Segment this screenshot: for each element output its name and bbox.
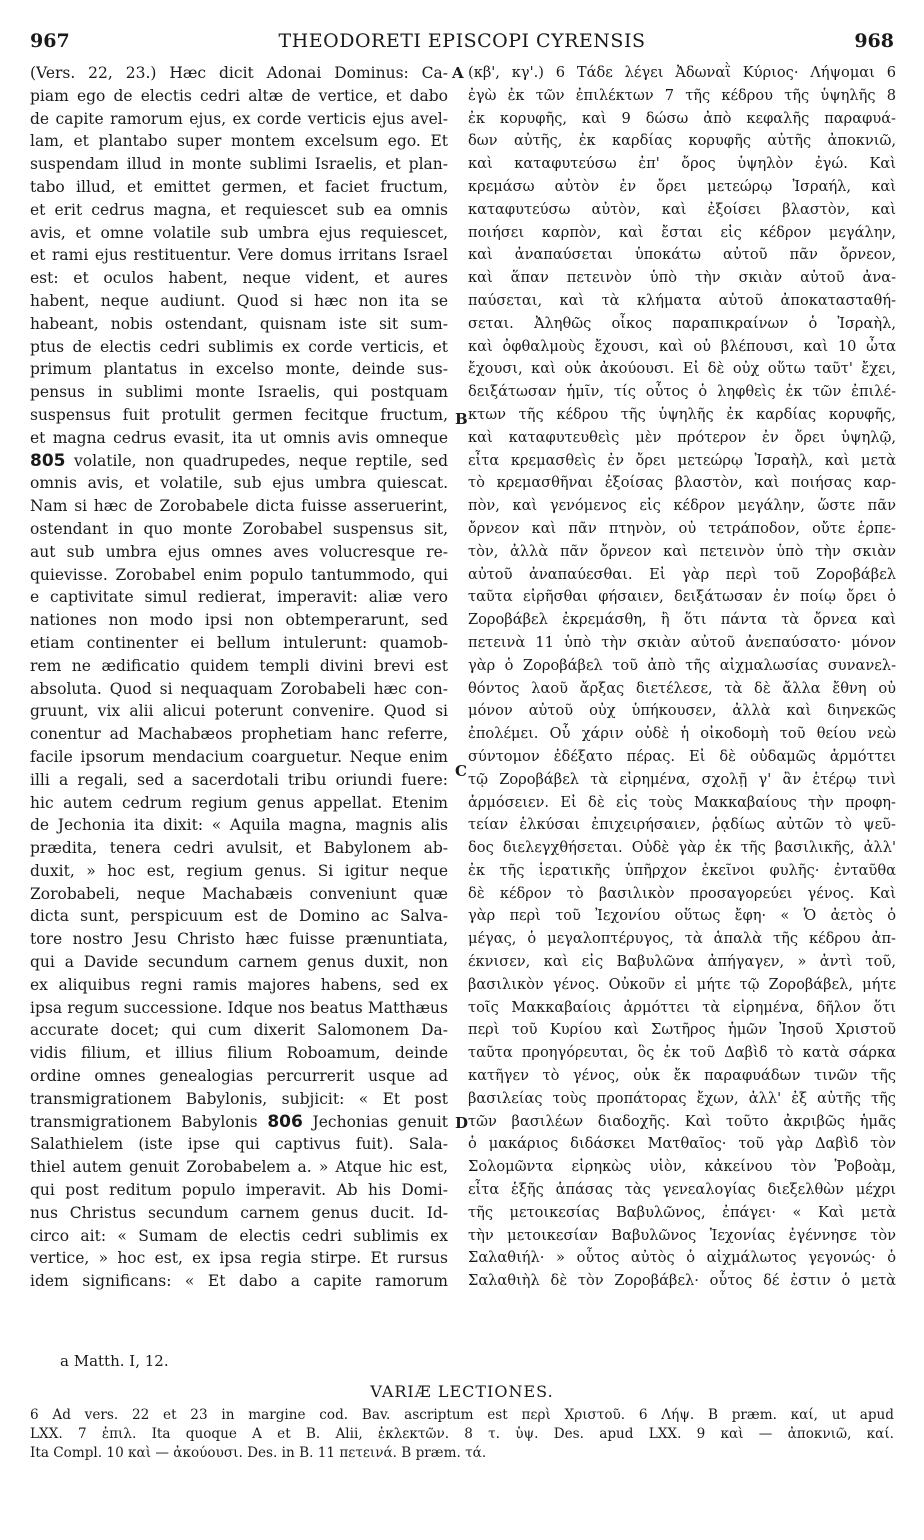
latin-column: [30, 62, 448, 1293]
latin-text-line: tabo illud, et emittet germen, et faciet fructum,: [30, 177, 448, 196]
latin-text-line: accurate docet; qui cum dixerit Salomonem Da-: [30, 1021, 448, 1040]
greek-text-line: Σαλαθιὴλ δὲ τὸν Ζοροβάβελ· οὗτος δέ ἐστιν ὁ μετὰ: [468, 1272, 896, 1290]
greek-text-line: δων αὐτῆς, ἐκ καρδίας κορυφῆς αὐτῆς ἀποκνιῶ,: [468, 132, 896, 150]
latin-text-line: transmigrationem Babylonis 806 Jechonias genuit: [30, 1111, 448, 1132]
variant-reading-line: 6 Ad vers. 22 et 23 in margine cod. Bav. ascriptum est περὶ Χριστοῦ. 6 Λήψ. B præm. καί, ut apud: [30, 1407, 894, 1423]
latin-text-line: (Vers. 22, 23.) Hæc dicit Adonai Dominus: Ca-: [30, 64, 448, 82]
latin-text-line: habent, neque audiunt. Quod si hæc non ita se: [30, 291, 448, 310]
latin-text-line: suspensus fuit protulit germen fecitque fructum,: [30, 405, 448, 424]
greek-text-line: καὶ ἀναπαύσεται ὑποκάτω αὐτοῦ πᾶν ὄρνεον,: [468, 246, 896, 264]
greek-text-line: μόνον αὐτοῦ οὐχ ὑπήκουσεν, ἀλλὰ καὶ διηνεκῶς: [468, 702, 896, 720]
variant-reading-line: Ita Compl. 10 καὶ — ἀκούουσι. Des. in B. 11 πετεινά. B præm. τά.: [30, 1445, 487, 1461]
latin-text-line: avis, et omne volatile sub umbra ejus requiescet,: [30, 223, 448, 242]
latin-text-line: primum plantatus in excelso monte, deinde sus-: [30, 360, 448, 379]
greek-text-line: ἔχουσι, καὶ οὐκ ἀκούουσι. Εἰ δὲ οὐχ οὕτω ταῦτ' ἔχει,: [468, 360, 896, 378]
greek-text-line: παύσεται, καὶ τὰ κλήματα αὐτοῦ ἀποκατασταθή-: [468, 291, 896, 309]
greek-text-line: κατῆγεν τὸ γένος, οὐκ ἔκ παραφυάδων τινῶν τῆς: [468, 1067, 896, 1085]
greek-text-line: ἐκ τῆς ἱερατικῆς ὑπῆρχον ἐκεῖνοι φυλῆς· ἐνταῦθα: [468, 861, 896, 879]
latin-text-line: de Jechonia ita dixit: « Aquila magna, magnis alis: [30, 816, 448, 835]
greek-text-line: πὸν, καὶ γενόμενος εἰς κέδρον μεγάλην, ὥστε πᾶν: [468, 497, 896, 515]
latin-text-line: quievisse. Zorobabel enim populo tantummodo, qui: [30, 565, 448, 584]
variae-lectiones-title: VARIÆ LECTIONES.: [370, 1382, 554, 1401]
greek-text-line: δος διελεγχθήσεται. Οὐδὲ γὰρ ἐκ τῆς βασιλικῆς, ἀλλ': [468, 839, 896, 857]
greek-text-line: γὰρ ὁ Ζοροβάβελ τοῦ ἀπὸ τῆς αἰχμαλωσίας συνανελ-: [468, 656, 896, 674]
greek-text-line: ταῦτα προηγόρευται, ὃς ἐκ τοῦ Δαβὶδ τὸ κατὰ σάρκα: [468, 1044, 896, 1062]
greek-text-line: τῶν βασιλέων διαδοχῆς. Καὶ τοῦτο ἀκριβῶς ἡμᾶς: [468, 1112, 896, 1130]
latin-text-line: et erit cedrus magna, et requiescet sub ea omnis: [30, 200, 448, 219]
latin-text-line: ostendant in quo monte Zorobabel suspensus sit,: [30, 519, 448, 538]
greek-text-line: καὶ καταφυτευθεὶς μὲν πρότερον ἐν ὄρει ὑψηλῷ,: [468, 428, 896, 446]
latin-text-line: duxit, » hoc est, regium genus. Si igitur neque: [30, 861, 448, 880]
latin-text-line: vidis filium, et illius filium Roboamum, deinde: [30, 1044, 448, 1063]
latin-text-line: lam, et plantabo super montem excelsum ego. Et: [30, 132, 448, 151]
latin-text-line: nationes non modo ipsi non obtemperarunt, sed: [30, 611, 448, 630]
greek-text-line: βασιλικὸν γένος. Οὐκοῦν εἰ μήτε τῷ Ζοροβάβελ, μήτε: [468, 975, 896, 993]
latin-text-line: vertice, » hoc est, ex ipsa regia stirpe. Et rursus: [30, 1249, 448, 1268]
greek-text-line: καὶ ὀφθαλμοὺς ἔχουσι, καὶ οὐ βλέπουσι, καὶ 10 ὦτα: [468, 337, 896, 355]
latin-text-line: qui post reditum populo imperavit. Ab his Domi-: [30, 1181, 448, 1200]
greek-text-line: Ζοροβάβελ ἐκρεμάσθη, ἢ ὅτι πάντα τὰ ὄρνεα καὶ: [468, 611, 896, 629]
latin-text-line: Zorobabeli, neque Machabæis conveniunt quæ: [30, 884, 448, 903]
greek-text-line: ταῦτα εἰρῆσθαι φήσαιεν, δειξάτωσαν ἐν ποίῳ ὄρει ὁ: [468, 588, 896, 606]
margin-marker-a: A: [452, 64, 464, 82]
latin-text-line: circo ait: « Sumam de electis cedri sublimis ex: [30, 1226, 448, 1245]
latin-text-line: piam ego de electis cedri altæ de vertice, et dabo: [30, 86, 448, 105]
greek-text-line: δειξάτωσαν ἡμῖν, τίς οὗτος ὁ ληφθεὶς ἐκ τῶν ἐπιλέ-: [468, 383, 896, 401]
page-number-right: 968: [854, 30, 894, 52]
latin-text-line: ordine omnes genealogias percurrerit usque ad: [30, 1067, 448, 1086]
greek-text-line: περὶ τοῦ Κυρίου καὶ Σωτῆρος ἡμῶν Ἰησοῦ Χριστοῦ: [468, 1021, 896, 1039]
greek-text-line: ὄρνεον καὶ πᾶν πτηνὸν, οὐ τετράποδον, οὔτε ἑρπε-: [468, 519, 896, 537]
greek-text-line: γὰρ περὶ τοῦ Ἰεχονίου οὕτως ἔφη· « Ὁ ἀετὸς ὁ: [468, 907, 896, 925]
margin-marker-b: B: [455, 410, 468, 428]
greek-text-line: δὲ κέδρον τὸ βασιλικὸν προσαγορεύει γένος. Καὶ: [468, 884, 896, 902]
greek-text-line: καὶ καταφυτεύσω ἐπ' ὄρος ὑψηλὸν ἐγώ. Καὶ: [468, 155, 896, 173]
greek-text-line: τὴν μετοικεσίαν Βαβυλῶνος Ἰεχονίας ἐγέννησε τὸν: [468, 1226, 896, 1244]
latin-text-line: ptus de electis cedri sublimis ex corde verticis, et: [30, 337, 448, 356]
greek-text-line: (κβ', κγ'.) 6 Τάδε λέγει Ἀδωναῒ Κύριος· Λήψομαι 6: [468, 64, 896, 81]
greek-text-line: τῆς μετοικεσίας Βαβυλῶνος, ἐπάγει· « Καὶ μετὰ: [468, 1203, 896, 1221]
greek-text-line: τῷ Ζοροβάβελ τὰ εἰρημένα, σχολῇ γ' ἂν ἑτέρῳ τινὶ: [468, 770, 896, 788]
latin-text-line: gruunt, vix alii alicui poterunt convenire. Quod si: [30, 702, 448, 721]
latin-text-line: ex aliquibus regni ramis majores habens, sed ex: [30, 975, 448, 994]
latin-text-line: illi a regali, sed a sacerdotali tribu oriundi fuere:: [30, 770, 448, 789]
latin-text-line: rem ne ædificatio quidem templi divini brevi est: [30, 656, 448, 675]
greek-text-line: εἶτα κρεμασθεὶς ἐν ὄρει μετεώρῳ Ἰσραὴλ, καὶ μετὰ: [468, 451, 896, 469]
margin-marker-c: C: [455, 762, 467, 780]
latin-text-line: conentur ad Machabæos prophetiam hanc referre,: [30, 725, 448, 744]
greek-text-line: έκνισεν, καὶ εἰς Βαβυλῶνα ἀπήγαγεν, » ἀντὶ τοῦ,: [468, 953, 896, 971]
greek-text-line: τείαν ἑλκύσαι ἐπιχειρήσαιεν, ῥᾳδίως αὐτῶν τὸ ψεῦ-: [468, 816, 896, 834]
latin-text-line: prædita, tenera cedri avulsit, et Babylonem ab-: [30, 839, 448, 858]
greek-text-line: θόντος λαοῦ ἄρξας διετέλεσε, τὰ δὲ ἄλλα ἔθνη οὐ: [468, 679, 896, 697]
latin-text-line: aut sub umbra ejus omnes aves volucresque re-: [30, 542, 448, 561]
greek-text-line: κτων τῆς κέδρου τῆς ὑψηλῆς ἐκ καρδίας κορυφῆς,: [468, 405, 896, 423]
greek-text-line: πετεινὰ 11 ὑπὸ τὴν σκιὰν αὐτοῦ ἀνεπαύσατο· μόνον: [468, 633, 896, 651]
latin-text-line: pensus in sublimi monte Israelis, qui postquam: [30, 383, 448, 402]
greek-text-line: ἐπολέμει. Οὗ χάριν οὐδὲ ἡ οἰκοδομὴ τοῦ θείου νεὼ: [468, 725, 896, 743]
latin-text-line: et magna cedrus evasit, ita ut omnis avis omneque: [30, 428, 448, 447]
greek-text-line: τὸν, ἀλλὰ πᾶν ὄρνεον καὶ πετεινὸν ὑπὸ τὴν σκιὰν: [468, 542, 896, 560]
greek-text-line: ἐκ κορυφῆς, καὶ 9 δώσω ἀπὸ κεφαλῆς παραφυά-: [468, 109, 896, 127]
latin-text-line: et rami ejus restituentur. Vere domus irritans Israel: [30, 246, 448, 265]
greek-text-line: ὁ μακάριος διδάσκει Ματθαῖος· τοῦ γὰρ Δαβὶδ τὸν: [468, 1135, 896, 1153]
latin-text-line: de capite ramorum ejus, ex corde verticis ejus avel-: [30, 109, 448, 128]
latin-text-line: nus Christus secundum carnem genus ducit. Id-: [30, 1203, 448, 1222]
latin-text-line: ipsa regum successione. Idque nos beatus Matthæus: [30, 998, 448, 1017]
greek-text-line: εἶτα ἑξῆς ἁπάσας τὰς γενεαλογίας διεξελθὼν μέχρι: [468, 1181, 896, 1199]
greek-text-line: Σαλαθιήλ· » οὗτος αὐτὸς ὁ αἰχμάλωτος γεγονώς· ὁ: [468, 1249, 896, 1267]
page-number-left: 967: [30, 30, 70, 52]
latin-text-line: idem significans: « Et dabo a capite ramorum: [30, 1272, 448, 1291]
latin-text-line: thiel autem genuit Zorobabelem a. » Atque hic est,: [30, 1158, 448, 1177]
latin-text-line: suspendam illud in monte sublimi Israelis, et plan-: [30, 155, 448, 174]
running-header: [30, 30, 894, 54]
latin-text-line: tore nostro Jesu Christo hæc fuisse prænuntiata,: [30, 930, 448, 949]
greek-text-line: τὸ κρεμασθῆναι ἐξοίσας βλαστὸν, καὶ ποιήσας καρ-: [468, 474, 896, 492]
greek-text-line: κρεμάσω αὐτὸν ἐν ὄρει μετεώρῳ Ἰσραήλ, καὶ: [468, 177, 896, 195]
latin-text-line: dicta sunt, perspicuum est de Domino ac Salva-: [30, 907, 448, 926]
greek-text-line: σεται. Ἀληθῶς οἶκος παραπικραίνων ὁ Ἰσραὴλ,: [468, 314, 896, 332]
latin-text-line: qui a Davide secundum carnem genus duxit, non: [30, 953, 448, 972]
greek-text-line: καταφυτεύσω αὐτὸν, καὶ ἐξοίσει βλαστὸν, καὶ: [468, 200, 896, 218]
greek-text-line: βασιλείας τοὺς προπάτορας ἔχων, ἀλλ' ἐξ αὐτῆς τῆς: [468, 1089, 896, 1107]
latin-text-line: hic autem cedrum regium genus appellat. Etenim: [30, 793, 448, 812]
latin-text-line: transmigrationem Babylonis, subjicit: « Et post: [30, 1089, 448, 1108]
latin-text-line: absoluta. Quod si nequaquam Zorobabeli hæc con-: [30, 679, 448, 698]
greek-text-line: καὶ ἅπαν πετεινὸν ὑπὸ τὴν σκιὰν αὐτοῦ ἀνα-: [468, 269, 896, 287]
greek-text-line: ποιήσει καρπὸν, καὶ ἔσται εἰς κέδρον μεγάλην,: [468, 223, 896, 241]
greek-text-line: σύντομον ἐδέξατο πέρας. Εἰ δὲ οὐδαμῶς ἁρμόττει: [468, 747, 896, 765]
latin-text-line: 805 volatile, non quadrupedes, neque reptile, sed: [30, 450, 448, 471]
latin-text-line: habeant, nobis ostendant, quisnam iste sit sum-: [30, 314, 448, 333]
greek-text-line: τοῖς Μακκαβαίοις ἁρμόττει τὰ εἰρημένα, δῆλον ὅτι: [468, 998, 896, 1016]
latin-text-line: est: et oculos habent, neque vident, et aures: [30, 269, 448, 288]
latin-text-line: etiam continenter ei bellum intulerunt: quamob-: [30, 633, 448, 652]
column-number-806: 806: [267, 1111, 303, 1132]
greek-text-line: αὐτοῦ ἀναπαύεσθαι. Εἰ γὰρ περὶ τοῦ Ζοροβάβελ: [468, 565, 896, 583]
latin-text-line: facile ipsorum mendacium coarguetur. Neque enim: [30, 747, 448, 766]
column-number-805: 805: [30, 450, 66, 471]
footnote: a Matth. I, 12.: [60, 1352, 169, 1370]
greek-text-line: ἐγὼ ἐκ τῶν ἐπιλέκτων 7 τῆς κέδρου τῆς ὑψηλῆς 8: [468, 86, 896, 104]
latin-text-line: Salathielem (iste ipse qui captivus fuit). Sala-: [30, 1135, 448, 1154]
variant-reading-line: LXX. 7 ἐπιλ. Ita quoque A et B. Alii, ἐκλεκτῶν. 8 τ. ὑψ. Des. apud LXX. 9 καὶ — ἀποκνιῶ, καί.: [30, 1426, 894, 1442]
greek-text-line: ἁρμόσειεν. Εἰ δὲ εἰς τοὺς Μακκαβαίους τὴν προφη-: [468, 793, 896, 811]
latin-text-line: e captivitate simul redierat, imperavit: aliæ vero: [30, 588, 448, 607]
latin-text-line: Nam si hæc de Zorobabele dicta fuisse asseruerint,: [30, 497, 448, 516]
greek-column: [468, 62, 896, 1293]
latin-text-line: omnis avis, et volatile, sub ejus umbra quiescat.: [30, 474, 448, 493]
greek-text-line: μέγας, ὁ μεγαλοπτέρυγος, τὰ ἁπαλὰ τῆς κέδρου ἀπ-: [468, 930, 896, 948]
variae-lectiones: [30, 1406, 894, 1463]
margin-marker-d: D: [455, 1114, 469, 1132]
running-title: THEODORETI EPISCOPI CYRENSIS: [278, 30, 646, 52]
greek-text-line: Σολομῶντα εἰρηκὼς υἱὸν, κἀκείνου τὸν Ῥοβοὰμ,: [468, 1158, 896, 1176]
